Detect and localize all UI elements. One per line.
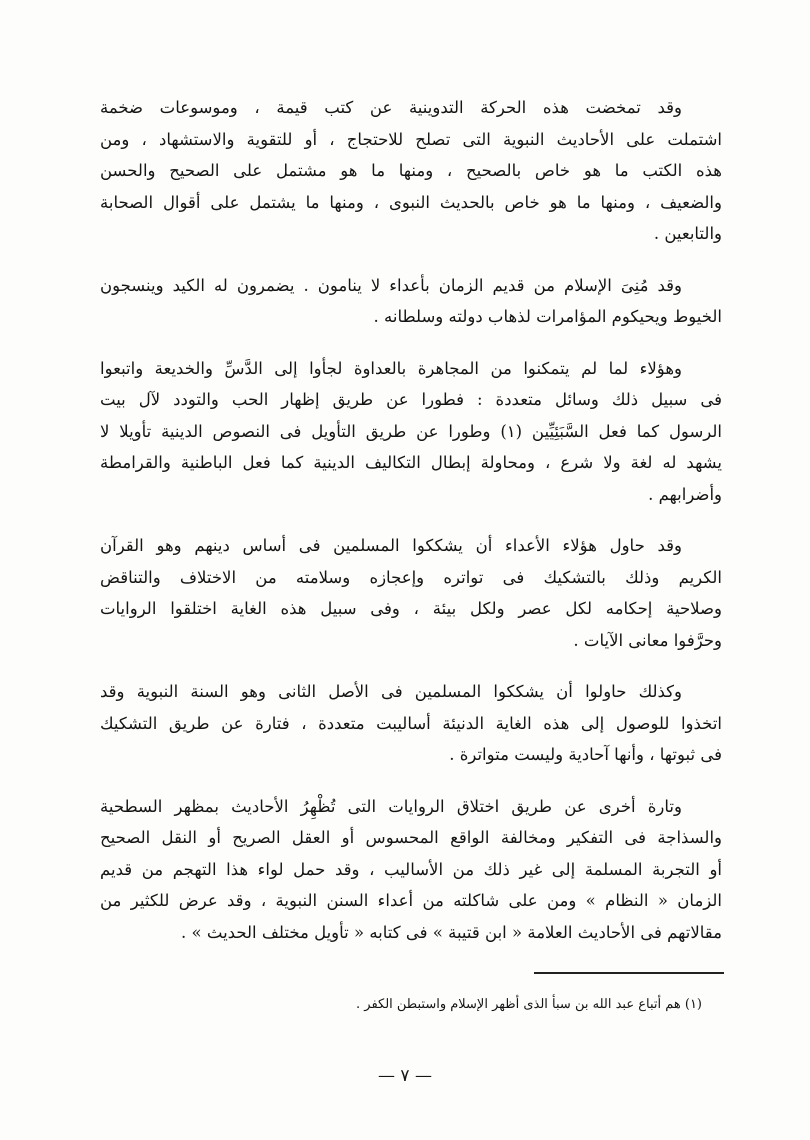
- text-line: مقالاتهم فى الأحاديث العلامة « ابن قتيبة » فى كتابه « تأويل مختلف الحديث » .: [181, 922, 722, 942]
- text-line: اشتملت على الأحاديث النبوية التى تصلح للاحتجاج ، أو للتقوية والاستشهاد ، ومن: [100, 129, 722, 149]
- text-line: الرسول كما فعل السَّبَئِيِّين (١) وطورا عن طريق التأويل فى النصوص الدينية تأويلا لا: [100, 421, 722, 441]
- footnote: (١) هم أتباع عبد الله بن سبأ الذى أظهر الإسلام واستبطن الكفر .: [356, 997, 702, 1012]
- paragraph-2: [100, 270, 722, 333]
- text-line: وقد تمخضت هذه الحركة التدوينية عن كتب قيمة ، وموسوعات ضخمة: [100, 98, 682, 117]
- text-line: وحرَّفوا معانى الآيات .: [573, 630, 722, 650]
- text-line: فى ثبوتها ، وأنها آحادية وليست متواترة .: [449, 745, 722, 764]
- text-line: الزمان « النظام » ومن على شاكلته من أعداء السنن النبوية ، وقد عرض للكثير من: [100, 891, 722, 910]
- page-number: — ٧ —: [378, 1066, 432, 1086]
- text-line: والضعيف ، ومنها ما هو خاص بالحديث النبوى ، ومنها ما يشتمل على أقوال الصحابة: [100, 192, 722, 212]
- text-line: وكذلك حاولوا أن يشككوا المسلمين فى الأصل الثانى وهو السنة النبوية وقد: [100, 682, 682, 701]
- text-line: والتابعين .: [653, 224, 722, 243]
- text-line: والسذاجة فى التفكير ومخالفة الواقع المحسوس أو العقل الصريح أو النقل الصحيح: [100, 828, 722, 847]
- text-line: أو التجربة المسلمة إلى غير ذلك من الأساليب ، وقد حمل لواء هذا التهجم من قديم: [100, 859, 722, 879]
- paragraph-1: [100, 92, 722, 250]
- text-line: وصلاحية إحكامه لكل عصر ولكل بيئة ، وفى سبيل هذه الغاية اختلقوا الروايات: [100, 599, 722, 618]
- text-line: وقد مُنِىَ الإسلام من قديم الزمان بأعداء لا ينامون . يضمرون له الكيد وينسجون: [100, 275, 682, 295]
- text-line: الخيوط ويحيكوم المؤامرات لذهاب دولته وسلطانه .: [373, 307, 722, 326]
- text-line: اتخذوا للوصول إلى هذه الغاية الدنيئة أساليبت متعددة ، فتارة عن طريق التشكيك: [100, 713, 722, 733]
- text-line: وقد حاول هؤلاء الأعداء أن يشككوا المسلمين فى أساس دينهم وهو القرآن: [100, 536, 682, 555]
- paragraph-6: [100, 791, 722, 949]
- footnote-separator: [534, 972, 724, 974]
- paragraph-5: [100, 676, 722, 771]
- text-line: يشهد له لغة ولا شرع ، ومحاولة إبطال التكاليف الدينية كما فعل الباطنية والقرامطة: [100, 453, 722, 472]
- text-line: الكريم وذلك بالتشكيك فى تواتره وإعجازه وسلامته من الاختلاف والتناقض: [100, 567, 722, 587]
- paragraph-3: [100, 353, 722, 511]
- paragraph-4: [100, 530, 722, 656]
- text-line: وأضرابهم .: [648, 484, 722, 504]
- text-line: وتارة أخرى عن طريق اختلاق الروايات التى تُظْهِرُ الأحاديث بمظهر السطحية: [100, 796, 682, 816]
- text-line: فى سبيل ذلك وسائل متعددة : فطورا عن طريق إظهار الحب والتودد لآل بيت: [100, 390, 722, 409]
- text-line: هذه الكتب ما هو خاص بالصحيح ، ومنها ما هو مشتمل على الصحيح والحسن: [100, 161, 722, 180]
- text-line: وهؤلاء لما لم يتمكنوا من المجاهرة بالعداوة لجأوا إلى الدَّسِّ والخديعة واتبعوا: [100, 358, 682, 378]
- body-text: [100, 92, 722, 968]
